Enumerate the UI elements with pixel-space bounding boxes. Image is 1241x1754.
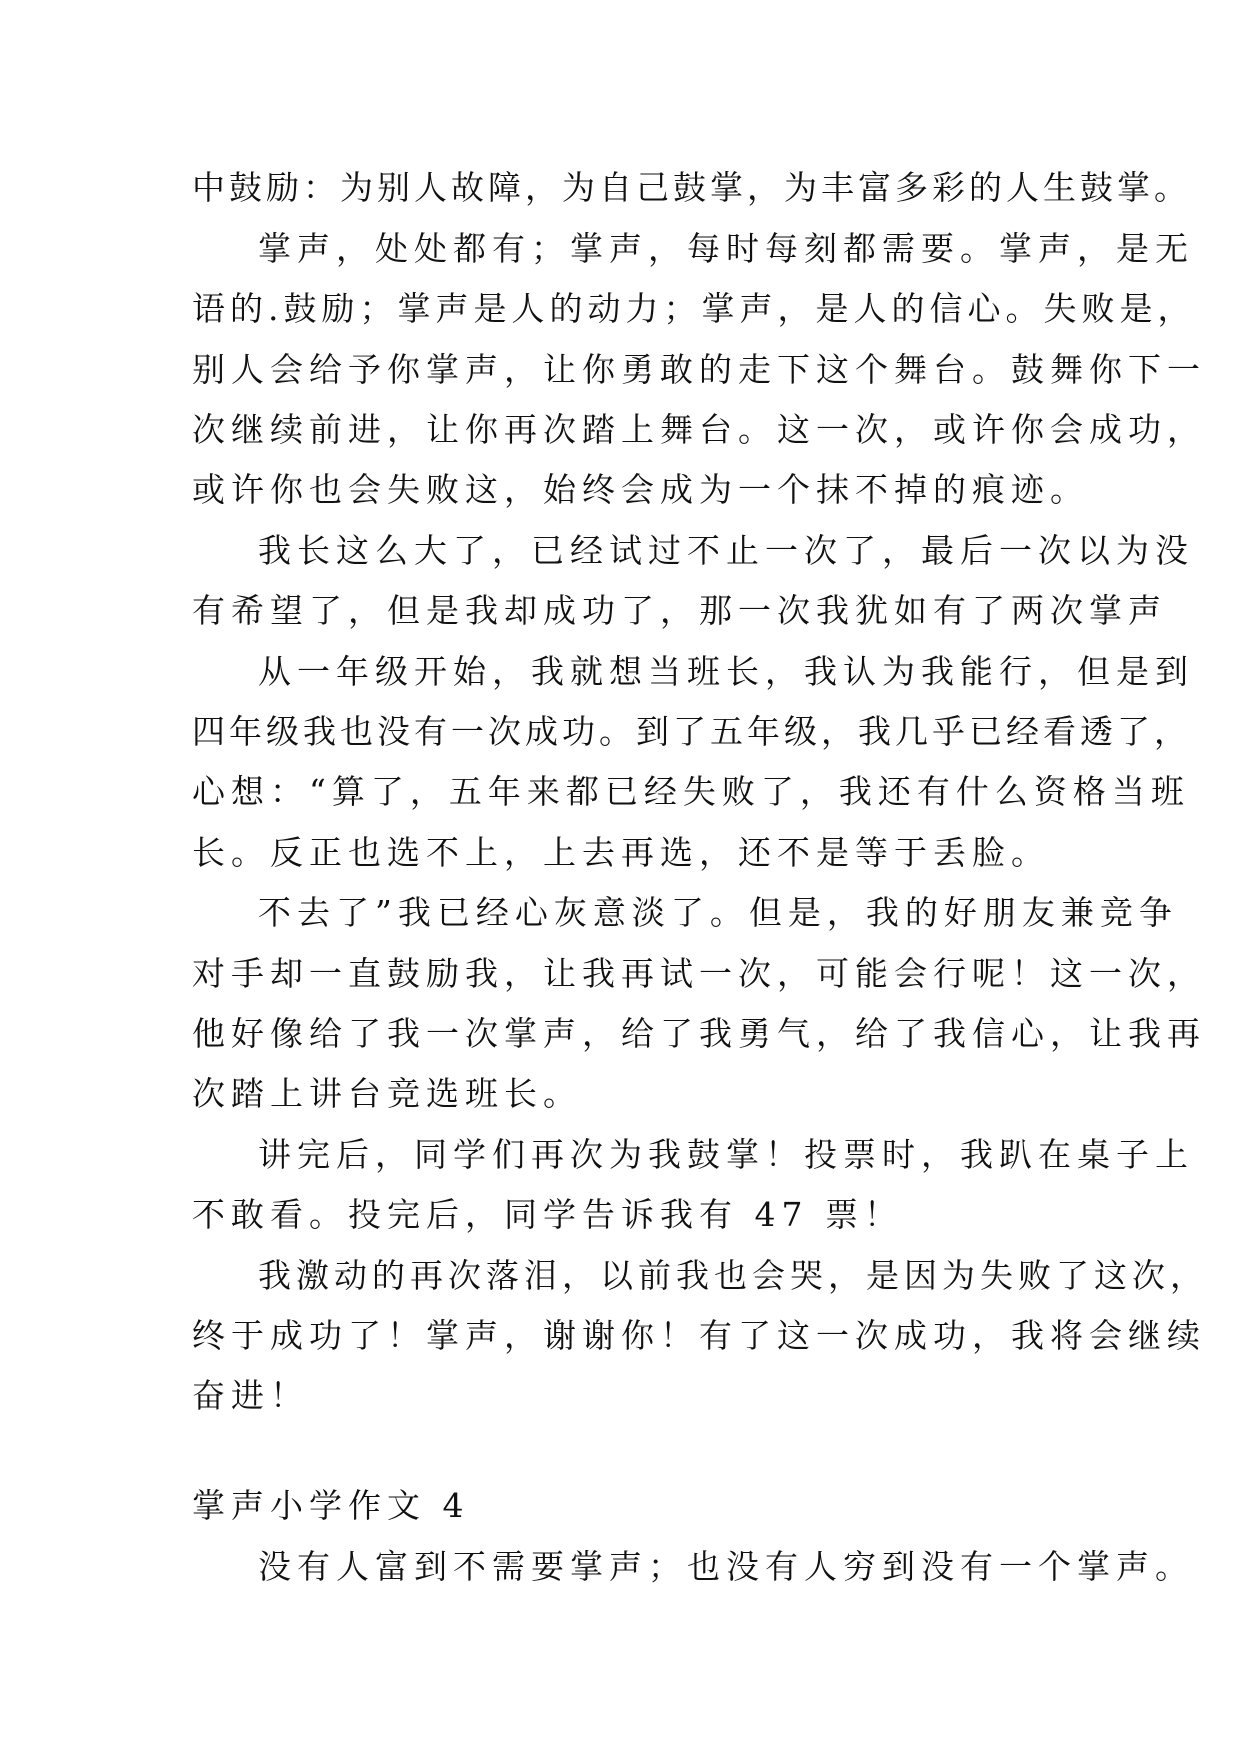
- paragraph-start-line: 掌声，处处都有；掌声，每时每刻都需要。掌声，是无: [258, 229, 1194, 268]
- text-line: 别人会给予你掌声，让你勇敢的走下这个舞台。鼓舞你下一: [192, 350, 1206, 389]
- paragraph-start-line: 没有人富到不需要掌声；也没有人穷到没有一个掌声。: [258, 1547, 1194, 1586]
- text-line: 不敢看。投完后，同学告诉我有 47 票！: [192, 1195, 903, 1234]
- text-line: 次踏上讲台竞选班长。: [192, 1074, 582, 1113]
- section-heading: 掌声小学作文 4: [192, 1486, 470, 1525]
- paragraph-start-line: 不去了”我已经心灰意淡了。但是，我的好朋友兼竞争: [258, 893, 1178, 932]
- text-line: 四年级我也没有一次成功。到了五年级，我几乎已经看透了，: [192, 712, 1191, 751]
- paragraph-start-line: 我激动的再次落泪，以前我也会哭，是因为失败了这次，: [258, 1256, 1208, 1295]
- paragraph-start-line: 从一年级开始，我就想当班长，我认为我能行，但是到: [258, 652, 1194, 691]
- text-line: 对手却一直鼓励我，让我再试一次，可能会行呢！这一次，: [192, 954, 1206, 993]
- text-line: 长。反正也选不上，上去再选，还不是等于丢脸。: [192, 833, 1050, 872]
- paragraph-start-line: 讲完后，同学们再次为我鼓掌！投票时，我趴在桌子上: [258, 1135, 1194, 1174]
- paragraph-start-line: 我长这么大了，已经试过不止一次了，最后一次以为没: [258, 531, 1194, 570]
- text-line: 奋进！: [192, 1376, 309, 1415]
- text-line: 或许你也会失败这，始终会成为一个抹不掉的痕迹。: [192, 470, 1089, 509]
- text-line: 中鼓励：为别人故障，为自己鼓掌，为丰富多彩的人生鼓掌。: [192, 168, 1191, 207]
- text-line: 心想：“算了，五年来都已经失败了，我还有什么资格当班: [192, 772, 1190, 811]
- text-line: 次继续前进，让你再次踏上舞台。这一次，或许你会成功，: [192, 410, 1206, 449]
- text-line: 有希望了，但是我却成功了，那一次我犹如有了两次掌声: [192, 591, 1167, 630]
- text-line: 他好像给了我一次掌声，给了我勇气，给了我信心，让我再: [192, 1014, 1206, 1053]
- text-line: 终于成功了！掌声，谢谢你！有了这一次成功，我将会继续: [192, 1316, 1206, 1355]
- text-line: 语的.鼓励；掌声是人的动力；掌声，是人的信心。失败是，: [192, 289, 1196, 328]
